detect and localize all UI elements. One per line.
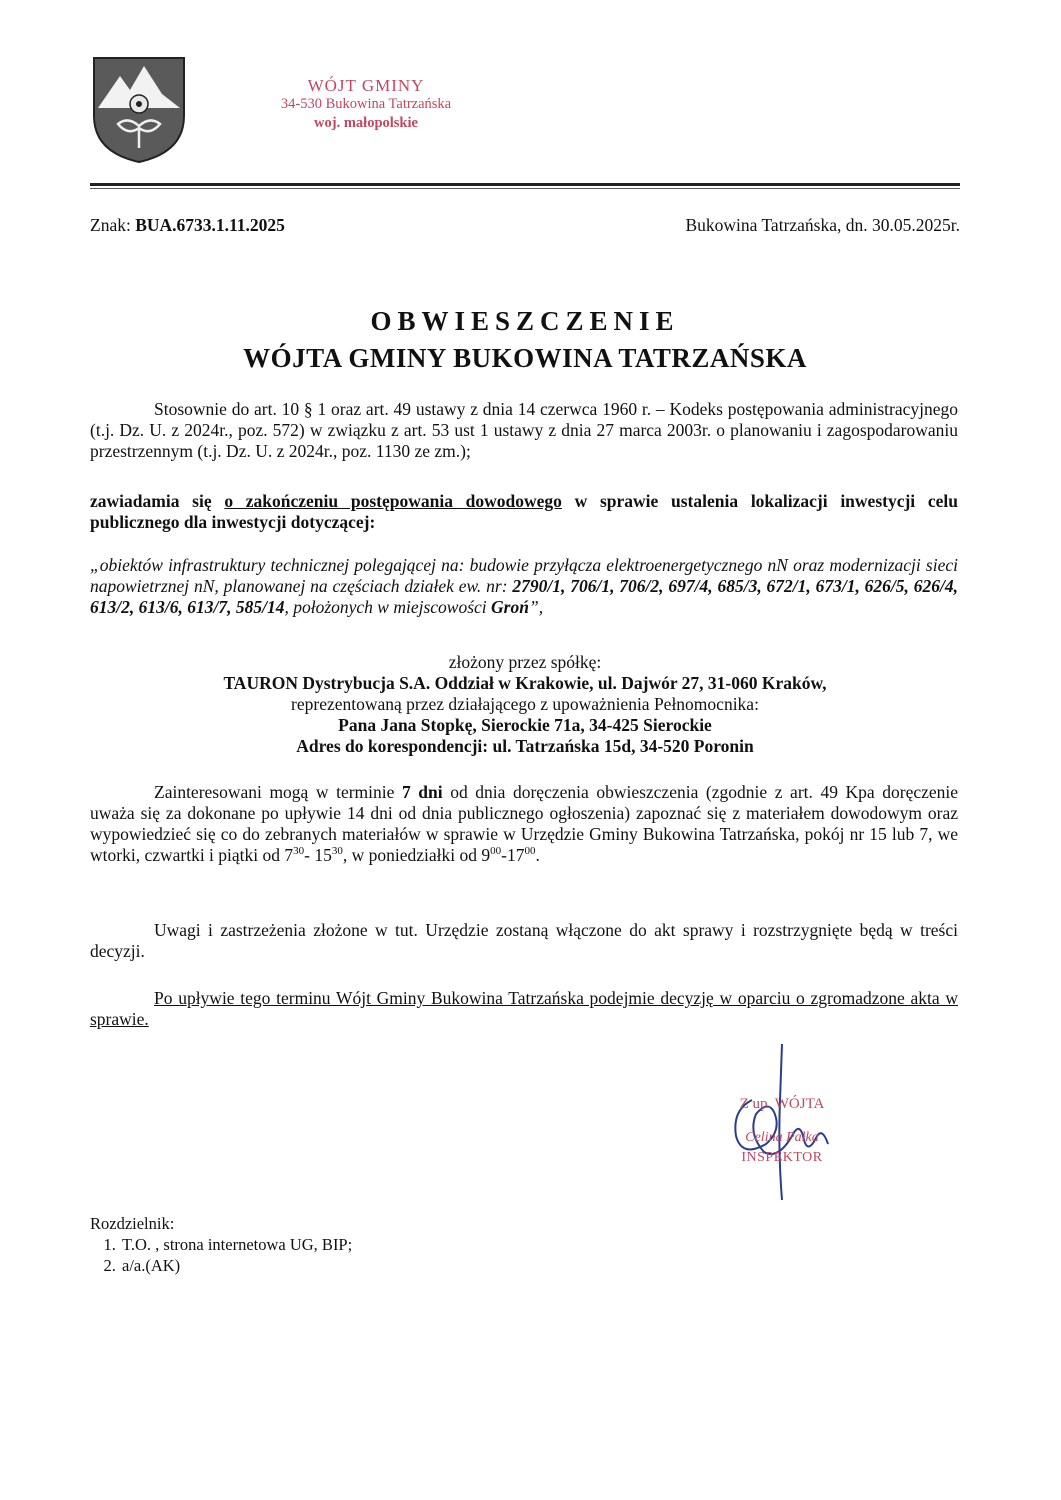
legal-basis-paragraph bbox=[90, 399, 958, 462]
info-sup-1: 30 bbox=[293, 845, 305, 858]
proxy: Pana Jana Stopkę, Sierockie 71a, 34-425 Sierockie bbox=[338, 715, 712, 735]
info-pre: Zainteresowani mogą w terminie bbox=[154, 782, 402, 802]
distribution-item: 1. T.O. , strona internetowa UG, BIP; bbox=[120, 1234, 352, 1255]
info-dash-2: -17 bbox=[501, 845, 525, 865]
info-days: 7 dni bbox=[401, 782, 443, 802]
notify-underlined: o zakończeniu postępowania dowodowego bbox=[224, 491, 562, 511]
info-end: . bbox=[535, 845, 540, 865]
legal-basis-text: Stosownie do art. 10 § 1 oraz art. 49 ustawy z dnia 14 czerwca 1960 r. – Kodeks postępowania administracyjnego (t.j. Dz. U. z 2024r., poz. 572) w związku z art. 53 ust 1 ustawy z dnia 27 marca 2003r. o planowaniu i zagospodarowaniu przestrzennym (t.j. Dz. U. z 2024r., poz. 1130 ze zm.); bbox=[90, 399, 958, 461]
stamp-line-1: WÓJT GMINY bbox=[307, 76, 425, 95]
reference-label: Znak: bbox=[90, 215, 136, 235]
remarks-paragraph bbox=[90, 920, 958, 962]
reference-number: BUA.6733.1.11.2025 bbox=[135, 215, 285, 235]
distribution-label: Rozdzielnik: bbox=[90, 1214, 175, 1233]
notify-post: w sprawie ustalenia lokalizacji inwestycji celu publicznego dla inwestycji dotyczącej: bbox=[90, 491, 959, 532]
remarks-text: Uwagi i zastrzeżenia złożone w tut. Urzędzie zostaną włączone do akt sprawy i rozstrzygnięte będą w treści decyzji. bbox=[90, 920, 958, 961]
signature-line-3: INSPEKTOR bbox=[741, 1150, 823, 1165]
header-divider-thin bbox=[90, 188, 960, 189]
info-sup-2: 30 bbox=[331, 845, 343, 858]
investment-paragraph bbox=[90, 555, 958, 618]
term-paragraph bbox=[90, 988, 958, 1030]
investment-pre: „obiektów infrastruktury technicznej polegającej na: budowie przyłącza elektroenergetycznego nN oraz modernizacji sieci napowietrznej nN, planowanej na częściach działek ew. nr: bbox=[90, 555, 958, 596]
distribution-list bbox=[90, 1213, 352, 1276]
handwritten-signature-icon bbox=[712, 1040, 862, 1210]
stamp-line-2: 34-530 Bukowina Tatrzańska bbox=[280, 96, 452, 112]
information-paragraph bbox=[90, 782, 958, 866]
signature-line-1: Z up. WÓJTA bbox=[739, 1096, 825, 1112]
info-dash-1: - 15 bbox=[304, 845, 332, 865]
notification-paragraph bbox=[90, 491, 958, 533]
investment-mid: , położonych w miejscowości bbox=[284, 597, 492, 617]
coat-of-arms-icon bbox=[92, 56, 186, 164]
represented-by: reprezentowaną przez działającego z upoważnienia Pełnomocnika: bbox=[291, 694, 759, 714]
document-subtitle: WÓJTA GMINY BUKOWINA TATRZAŃSKA bbox=[243, 343, 807, 373]
place-date: Bukowina Tatrzańska, dn. 30.05.2025r. bbox=[685, 215, 960, 235]
term-text: Po upływie tego terminu Wójt Gminy Bukowina Tatrzańska podejmie decyzję w oparciu o zgromadzone akta w sprawie. bbox=[90, 988, 958, 1029]
applicant-block bbox=[90, 652, 960, 757]
notify-pre: zawiadamia się bbox=[90, 491, 225, 511]
signature-line-2: Celina Pałka bbox=[745, 1130, 819, 1145]
municipality-stamp bbox=[256, 76, 476, 133]
document-title: OBWIESZCZENIE bbox=[370, 306, 680, 336]
distribution-item: 2. a/a.(AK) bbox=[120, 1255, 352, 1276]
investment-place: Groń bbox=[491, 597, 529, 617]
stamp-line-3: woj. małopolskie bbox=[314, 115, 418, 131]
info-mon: , w poniedziałki od 9 bbox=[342, 845, 491, 865]
info-mid: od dnia doręczenia obwieszczenia (zgodnie z art. 49 Kpa doręczenie uważa się za dokonane po upływie 14 dni od dnia publicznego ogłoszenia) zapoznać się z materiałem dowodowym oraz wypowiedzieć się co do zebranych materiałów w sprawie w Urzędzie Gminy Bukowina Tatrzańska, pokój nr 15 lub 7, we wtorki, czwartki i piątki od 7 bbox=[90, 782, 959, 865]
submitted-by: złożony przez spółkę: bbox=[448, 652, 602, 672]
reference-line bbox=[90, 215, 960, 236]
info-sup-3: 00 bbox=[490, 845, 502, 858]
correspondence-address: Adres do korespondencji: ul. Tatrzańska 15d, 34-520 Poronin bbox=[296, 736, 754, 756]
company: TAURON Dystrybucja S.A. Oddział w Krakowie, ul. Dajwór 27, 31-060 Kraków, bbox=[223, 673, 827, 693]
investment-end: ”, bbox=[528, 597, 544, 617]
header-divider bbox=[90, 183, 960, 186]
info-sup-4: 00 bbox=[524, 845, 536, 858]
investment-parcels: 2790/1, 706/1, 706/2, 697/4, 685/3, 672/1, 673/1, 626/5, 626/4, 613/2, 613/6, 613/7, 585/14 bbox=[90, 576, 959, 617]
